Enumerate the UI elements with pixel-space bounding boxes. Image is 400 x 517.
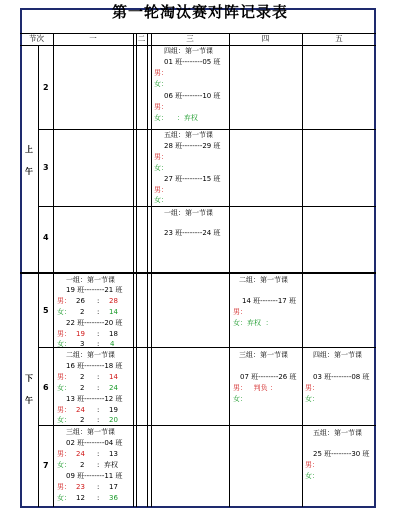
boys-score-b: 19 <box>109 406 118 414</box>
boys-score-b: 13 <box>109 450 118 458</box>
boys-score: 男： <box>233 308 247 316</box>
girls-score-b: 20 <box>109 416 118 424</box>
grid-line <box>20 45 376 46</box>
boys-score: 男： <box>154 153 168 161</box>
boys-score-a: 24 <box>76 406 85 414</box>
boys-score: 男： <box>154 103 168 111</box>
boys-label: 男： <box>57 450 71 458</box>
session-morning-1: 上 <box>25 145 33 154</box>
match-pairing: 14 班-------17 班 <box>242 297 296 305</box>
header-mon: 一 <box>89 34 97 43</box>
boys-score-a: 24 <box>76 450 85 458</box>
score-separator: : <box>97 483 100 491</box>
boys-score: 男： <box>154 186 168 194</box>
score-separator: : <box>97 461 100 469</box>
boys-score-a: 19 <box>76 330 85 338</box>
boys-label: 男： <box>57 406 71 414</box>
page-title: 第一轮淘汰赛对阵记录表 <box>111 3 288 21</box>
girls-label: 女： <box>57 340 71 348</box>
girls-score: 女： <box>305 472 319 480</box>
boys-score: 男： <box>154 69 168 77</box>
score-separator: : <box>97 330 100 338</box>
boys-score: 男： <box>305 384 319 392</box>
group-heading: 四组：第一节课 <box>164 47 213 55</box>
boys-score-b: 17 <box>109 483 118 491</box>
girls-score: 女： <box>154 164 168 172</box>
score-separator: : <box>97 406 100 414</box>
score-separator: : <box>97 297 100 305</box>
girls-score-b: 弃权 <box>104 461 118 469</box>
score-separator: : <box>97 373 100 381</box>
girls-score-a: 3 <box>80 340 85 348</box>
grid-line <box>38 347 376 348</box>
header-tue: 二 <box>137 34 146 43</box>
match-pairing: 02 班--------04 班 <box>66 439 123 447</box>
score-separator: : <box>97 384 100 392</box>
period-6: 6 <box>43 383 49 392</box>
match-pairing: 03 班--------08 班 <box>313 373 370 381</box>
boys-score: 男： <box>305 461 319 469</box>
period-7: 7 <box>43 461 49 470</box>
match-pairing: 16 班--------18 班 <box>66 362 123 370</box>
girls-score: 女： <box>305 395 319 403</box>
girls-score-a: 2 <box>80 384 85 392</box>
girls-score: 女： <box>154 80 168 88</box>
girls-label: 女： <box>57 384 71 392</box>
group-heading: 三组：第一节课 <box>66 428 115 436</box>
match-pairing: 09 班--------11 班 <box>66 472 123 480</box>
period-3: 3 <box>43 163 49 172</box>
group-heading: 一组：第一节课 <box>66 276 115 284</box>
girls-score: 女： <box>154 196 168 204</box>
girls-score: 女： <box>233 395 247 403</box>
session-morning-2: 午 <box>25 167 33 176</box>
grid-line <box>147 33 148 507</box>
match-pairing: 28 班--------29 班 <box>164 142 221 150</box>
girls-score-b: 4 <box>110 340 115 348</box>
boys-score-b: 28 <box>109 297 118 305</box>
group-heading: 五组：第一节课 <box>164 131 213 139</box>
grid-line <box>20 272 376 274</box>
session-afternoon-1: 下 <box>25 374 33 383</box>
grid-line <box>151 33 152 507</box>
period-4: 4 <box>43 233 49 242</box>
girls-score-a: 2 <box>80 416 85 424</box>
boys-score-a: 26 <box>76 297 85 305</box>
header-fri: 五 <box>335 34 343 43</box>
score-separator: : <box>97 416 100 424</box>
score-separator: : <box>97 494 100 502</box>
score-separator: : <box>97 340 100 348</box>
girls-score-a: 2 <box>80 461 85 469</box>
girls-score-a: 12 <box>76 494 85 502</box>
girls-score: 女： ：弃权 <box>154 114 198 122</box>
group-heading: 一组：第一节课 <box>164 209 213 217</box>
girls-score-b: 24 <box>109 384 118 392</box>
girls-label: 女： <box>57 494 71 502</box>
period-5: 5 <box>43 306 49 315</box>
score-separator: : <box>97 308 100 316</box>
boys-score-a: 23 <box>76 483 85 491</box>
group-heading: 二组：第一节课 <box>66 351 115 359</box>
girls-label: 女： <box>57 461 71 469</box>
grid-line <box>136 33 137 507</box>
girls-score-b: 36 <box>109 494 118 502</box>
grid-line <box>38 425 376 426</box>
girls-label: 女： <box>57 416 71 424</box>
boys-label: 男： <box>57 297 71 305</box>
group-heading: 四组：第一节课 <box>313 351 362 359</box>
grid-line <box>53 33 54 507</box>
session-afternoon-2: 午 <box>25 396 33 405</box>
match-pairing: 13 班--------12 班 <box>66 395 123 403</box>
period-2: 2 <box>43 83 49 92</box>
group-heading: 三组：第一节课 <box>239 351 288 359</box>
match-pairing: 07 班--------26 班 <box>240 373 297 381</box>
group-heading: 五组：第一节课 <box>313 429 362 437</box>
grid-line <box>38 45 39 507</box>
match-pairing: 22 班--------20 班 <box>66 319 123 327</box>
boys-score-a: 2 <box>80 373 85 381</box>
grid-line <box>229 33 230 507</box>
girls-score: 女：弃权 ： <box>233 319 273 327</box>
match-pairing: 19 班--------21 班 <box>66 286 123 294</box>
header-wed: 三 <box>186 34 194 43</box>
grid-line <box>133 33 134 507</box>
group-heading: 二组：第一节课 <box>239 276 288 284</box>
grid-line <box>302 33 303 507</box>
boys-label: 男： <box>57 483 71 491</box>
score-separator: : <box>97 450 100 458</box>
boys-label: 男： <box>57 330 71 338</box>
boys-score-b: 14 <box>109 373 118 381</box>
boys-label: 男： <box>57 373 71 381</box>
grid-line <box>38 129 376 130</box>
match-pairing: 25 班--------30 班 <box>313 450 370 458</box>
match-pairing: 06 班--------10 班 <box>164 92 221 100</box>
match-pairing: 27 班--------15 班 <box>164 175 221 183</box>
header-period: 节次 <box>29 34 44 43</box>
girls-score-a: 2 <box>80 308 85 316</box>
boys-score: 男： 判负 ： <box>233 384 277 392</box>
boys-score-b: 18 <box>109 330 118 338</box>
match-pairing: 23 班--------24 班 <box>164 229 221 237</box>
match-pairing: 01 班--------05 班 <box>164 58 221 66</box>
grid-line <box>38 206 376 207</box>
girls-label: 女： <box>57 308 71 316</box>
header-thu: 四 <box>261 34 270 43</box>
girls-score-b: 14 <box>109 308 118 316</box>
